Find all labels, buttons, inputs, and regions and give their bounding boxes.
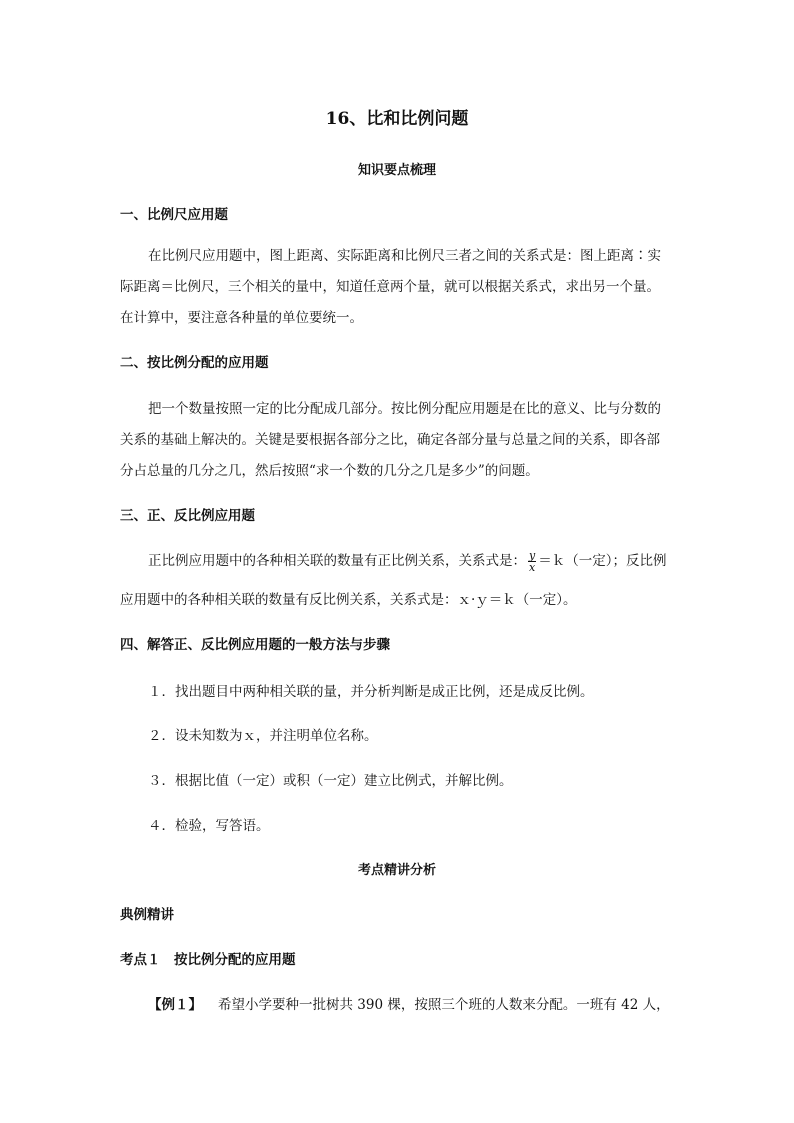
paragraph-line: 分占总量的几分之几，然后按照“求一个数的几分之几是多少”的问题。	[120, 463, 539, 479]
step-item: １．找出题目中两种相关联的量，并分析判断是成正比例，还是成反比例。	[148, 684, 594, 700]
page-title: 16、比和比例问题	[325, 109, 469, 129]
paragraph-line: 把一个数量按照一定的比分配成几部分。按比例分配应用题是在比的意义、比与分数的	[148, 401, 661, 417]
heading-example-explanation: 典例精讲	[120, 907, 174, 923]
example-label: 【例１】	[148, 997, 202, 1013]
heading-direct-inverse-proportion: 三、正、反比例应用题	[120, 508, 255, 524]
fraction-denominator: x	[529, 561, 536, 574]
paragraph-line: 际距离＝比例尺，三个相关的量中，知道任意两个量，就可以根据关系式，求出另一个量。	[120, 279, 660, 295]
paragraph-text: ＝ｋ（一定）；反比例	[538, 553, 667, 569]
heading-solution-steps: 四、解答正、反比例应用题的一般方法与步骤	[120, 637, 390, 653]
paragraph-line-with-fraction	[148, 549, 666, 573]
heading-topic-1: 考点１ 按比例分配的应用题	[120, 952, 296, 968]
paragraph-line: 在计算中，要注意各种量的单位要统一。	[120, 310, 363, 326]
paragraph-line: 应用题中的各种相关联的数量有反比例关系，关系式是：ｘ·ｙ＝ｋ（一定）。	[120, 592, 577, 608]
paragraph-line: 在比例尺应用题中，图上距离、实际距离和比例尺三者之间的关系式是：图上距离∶实	[148, 248, 661, 264]
example-text: 希望小学要种一批树共 390 棵，按照三个班的人数来分配。一班有 42 人，	[218, 997, 670, 1013]
paragraph-text: 正比例应用题中的各种相关联的数量有正比例关系，关系式是：	[148, 553, 526, 569]
step-item: ２．设未知数为ｘ，并注明单位名称。	[148, 728, 378, 744]
section-heading-analysis: 考点精讲分析	[357, 863, 436, 878]
heading-proportional-distribution: 二、按比例分配的应用题	[120, 355, 269, 371]
fraction-numerator: y	[529, 549, 536, 562]
heading-scale-problems: 一、比例尺应用题	[120, 207, 228, 223]
example-1-line	[148, 993, 670, 1013]
step-item: ３．根据比值（一定）或积（一定）建立比例式，并解比例。	[148, 773, 513, 789]
fraction-y-over-x	[528, 550, 536, 573]
step-item: ４．检验，写答语。	[148, 818, 270, 834]
paragraph-line: 关系的基础上解决的。关键是要根据各部分之比，确定各部分量与总量之间的关系，即各部	[120, 432, 660, 448]
section-heading-knowledge: 知识要点梳理	[357, 163, 436, 178]
